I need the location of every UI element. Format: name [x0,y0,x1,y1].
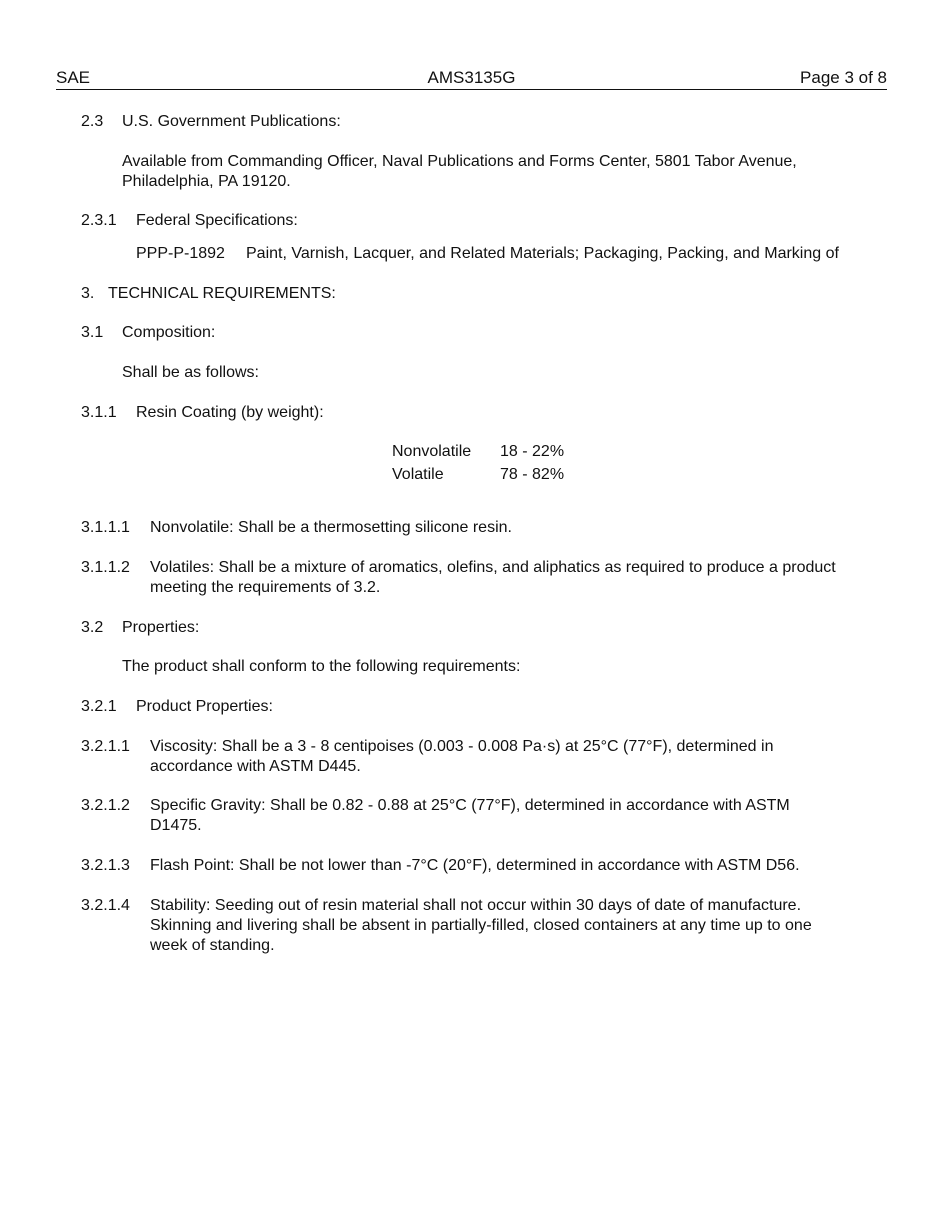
section-3-1-number: 3.1 [81,324,104,341]
section-3-1-1-number: 3.1.1 [81,404,117,421]
page-header [56,67,887,90]
section-2-3-text-line-1: Available from Commanding Officer, Naval Publications and Forms Center, 5801 Tabor Avenue, [122,153,797,170]
section-2-3-1-number: 2.3.1 [81,212,117,229]
section-3-number: 3. [81,285,95,302]
section-3-2-1-number: 3.2.1 [81,698,117,715]
section-3-2-1-4-line-3: week of standing. [150,937,275,954]
table-cell-value: 18 - 22% [500,443,565,460]
section-3-2-1-1-line-1: Viscosity: Shall be a 3 - 8 centipoises (0.003 - 0.008 Pa·s) at 25°C (77°F), determined in [150,738,774,755]
section-3-1-1-1-text: Nonvolatile: Shall be a thermosetting silicone resin. [150,519,512,536]
section-3-title: TECHNICAL REQUIREMENTS: [108,285,336,302]
section-3-2-title: Properties: [122,619,200,636]
section-3-2-1-2-line-2: D1475. [150,817,202,834]
table-cell-label: Volatile [392,466,444,483]
header-doc-id: AMS3135G [427,68,516,87]
header-page-number: Page 3 of 8 [800,68,887,87]
section-3-2-1-3-number: 3.2.1.3 [81,857,130,874]
table-cell-label: Nonvolatile [392,443,472,460]
spec-description: Paint, Varnish, Lacquer, and Related Materials; Packaging, Packing, and Marking of [246,245,839,262]
section-3-2-1-1-line-2: accordance with ASTM D445. [150,758,361,775]
section-3-2-1-4-line-1: Stability: Seeding out of resin material shall not occur within 30 days of date of manufacture. [150,897,802,914]
section-3-1-1-1-number: 3.1.1.1 [81,519,130,536]
section-3-2-1-1-number: 3.2.1.1 [81,738,130,755]
section-3-2-text: The product shall conform to the following requirements: [122,658,521,675]
section-2-3-1-title: Federal Specifications: [136,212,298,229]
section-3-2-number: 3.2 [81,619,104,636]
section-2-3-number: 2.3 [81,113,104,130]
section-3-2-1-title: Product Properties: [136,698,273,715]
section-2-3-title: U.S. Government Publications: [122,113,341,130]
spec-code: PPP-P-1892 [136,245,225,262]
section-3-2-1-4-line-2: Skinning and livering shall be absent in partially-filled, closed containers at any time up to one [150,917,812,934]
header-org: SAE [56,68,91,87]
table-cell-value: 78 - 82% [500,466,565,483]
section-3-1-title: Composition: [122,324,216,341]
section-3-2-1-4-number: 3.2.1.4 [81,897,130,914]
section-3-1-1-2-number: 3.1.1.2 [81,559,130,576]
section-3-2-1-3-line-1: Flash Point: Shall be not lower than -7°C (20°F), determined in accordance with ASTM D56. [150,857,800,874]
section-2-3-text-line-2: Philadelphia, PA 19120. [122,173,291,190]
section-3-1-1-2-line-1: Volatiles: Shall be a mixture of aromatics, olefins, and aliphatics as required to produce a product [150,559,836,576]
section-3-2-1-2-line-1: Specific Gravity: Shall be 0.82 - 0.88 at 25°C (77°F), determined in accordance with ASTM [150,797,790,814]
section-3-2-1-2-number: 3.2.1.2 [81,797,130,814]
section-3-1-1-title: Resin Coating (by weight): [136,404,324,421]
section-3-1-text: Shall be as follows: [122,364,259,381]
section-3-1-1-2-line-2: meeting the requirements of 3.2. [150,579,381,596]
